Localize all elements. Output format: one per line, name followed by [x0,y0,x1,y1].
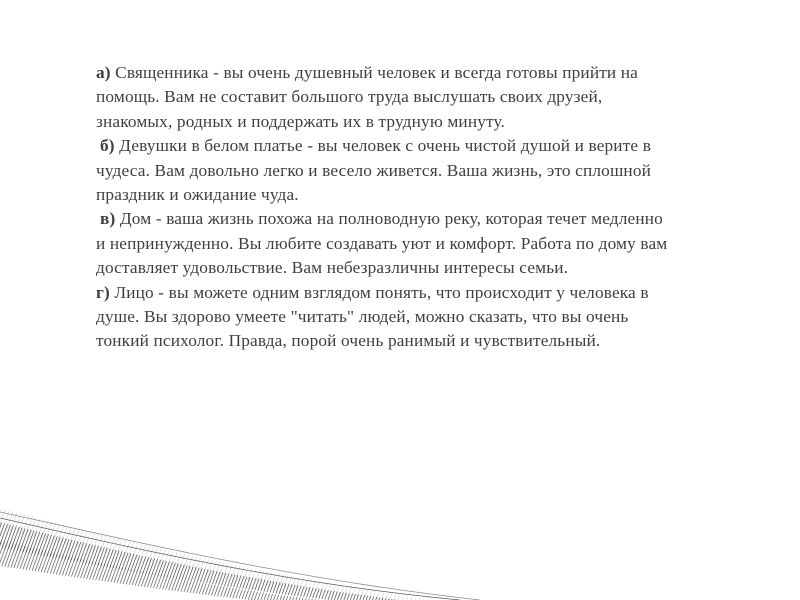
answer-letter-a: а) [96,63,111,82]
answer-letter-v: в) [100,209,116,229]
answer-letter-g: г) [96,282,110,302]
answer-text-a: Священника - вы очень душевный человек и всегда готовы прийти на помощь. Вам не составит большого труда выслушать своих друзей, знакомых, родных и поддержать их в трудную минуту. [96,63,639,131]
answer-text-g: Лицо - вы можете одним взглядом понять, что происходит у человека в душе. Вы здорово умеете "читать" людей, можно сказать, что вы очень тонкий психолог. Правда, порой очень ранимый и чувствительный. [96,282,649,351]
corner-swoosh-decoration [0,500,800,600]
answer-paragraph-b [96,134,676,207]
answer-paragraph-a [96,61,676,134]
answer-paragraph-g [96,281,676,354]
answer-letter-b: б) [100,136,115,156]
answer-text-v: Дом - ваша жизнь похожа на полноводную реку, которая течет медленно и непринужденно. Вы любите создавать уют и комфорт. Работа по дому вам доставляет удовольствие. Вам небезразличны интересы семьи. [96,209,668,278]
answer-paragraph-v [96,207,676,280]
slide-text-body [96,61,676,354]
answer-text-b: Девушки в белом платье - вы человек с очень чистой душой и верите в чудеса. Вам довольно легко и весело живется. Ваша жизнь, это сплошной праздник и ожидание чуда. [96,136,652,205]
